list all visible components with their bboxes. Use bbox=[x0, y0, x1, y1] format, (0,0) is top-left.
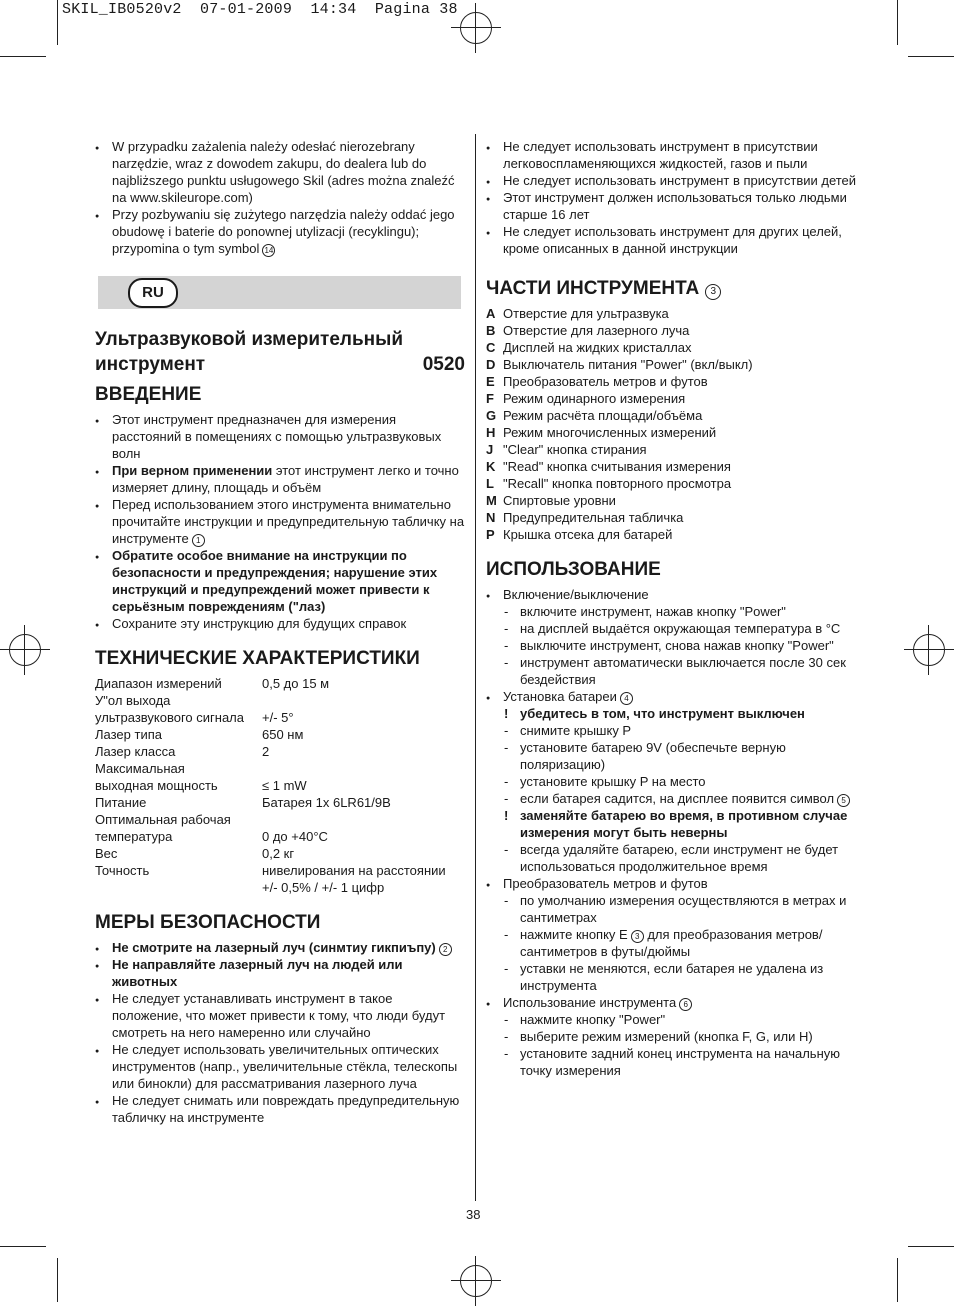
list-item: ● Перед использованием этого инструмента внимательно прочитайте инструкции и предупредительную табличку на инструменте 1 bbox=[95, 496, 465, 547]
list-item: ● Сохраните эту инструкцию для будущих справок bbox=[95, 615, 465, 632]
symbol-circle: 6 bbox=[679, 998, 692, 1011]
list-item: ● Не следует снимать или повреждать предупредительную табличку на инструменте bbox=[95, 1092, 465, 1126]
part-letter: L bbox=[486, 476, 494, 491]
safety-list-continued bbox=[486, 138, 861, 257]
part-letter: G bbox=[486, 408, 497, 423]
list-item: ● Установка батареи 4 bbox=[486, 688, 861, 705]
specs-table bbox=[95, 675, 465, 896]
product-title: Ультразвуковой измерительный инструмент 0520 bbox=[95, 329, 465, 375]
part-item bbox=[486, 322, 861, 339]
part-letter: J bbox=[486, 442, 494, 457]
spec-label: Оптимальная рабочая bbox=[95, 812, 231, 827]
spec-value: +/- 0,5% / +/- 1 цифр bbox=[262, 880, 385, 895]
sub-item: - установите задний конец инструмента на начальную точку измерения bbox=[486, 1045, 861, 1079]
part-text: "Recall" кнопка повторного просмотра bbox=[503, 476, 732, 491]
list-item: ● Этот инструмент должен использоваться только людьми старше 16 лет bbox=[486, 189, 861, 223]
symbol-circle: 3 bbox=[631, 930, 644, 943]
crop-mark bbox=[908, 56, 954, 57]
spec-value bbox=[262, 760, 465, 777]
sub-item: - выберите режим измерений (кнопка F, G, или H) bbox=[486, 1028, 861, 1045]
list-item: ● Не следует использовать инструмент в присутствии детей bbox=[486, 172, 861, 189]
right-column bbox=[486, 138, 861, 1079]
part-text: "Read" кнопка считывания измерения bbox=[503, 459, 731, 474]
language-badge: RU bbox=[128, 278, 178, 308]
part-letter: A bbox=[486, 306, 496, 321]
sub-item: - выключите инструмент, снова нажав кнопку "Power" bbox=[486, 637, 861, 654]
spec-label: ультразвукового сигнала bbox=[95, 710, 244, 725]
part-text: Дисплей на жидких кристаллах bbox=[503, 340, 692, 355]
crop-mark bbox=[897, 0, 898, 45]
registration-mark bbox=[9, 634, 41, 666]
list-item: ● Не следует использовать увеличительных оптических инструментов (напр., увеличительные стёкла, телескопы или бинокли) для рассматривания лазерного луча bbox=[95, 1041, 465, 1092]
list-item: ● Включение/выключение bbox=[486, 586, 861, 603]
warning-item: ! убедитесь в том, что инструмент выключен bbox=[486, 705, 861, 722]
column-divider bbox=[475, 134, 476, 1201]
spec-value: 0,2 кг bbox=[262, 846, 295, 861]
sub-item: - включите инструмент, нажав кнопку "Power" bbox=[486, 603, 861, 620]
file-header: SKIL_IB0520v2 07-01-2009 14:34 Pagina 38 bbox=[62, 1, 458, 18]
spec-value: ≤ 1 mW bbox=[262, 778, 307, 793]
symbol-circle: 3 bbox=[705, 284, 721, 300]
spec-label: У"ол выхода bbox=[95, 693, 171, 708]
list-item: ● Преобразователь метров и футов bbox=[486, 875, 861, 892]
registration-mark bbox=[913, 634, 945, 666]
sub-item: - на дисплей выдаётся окружающая температура в °C bbox=[486, 620, 861, 637]
parts-list bbox=[486, 305, 861, 543]
part-item bbox=[486, 441, 861, 458]
part-letter: F bbox=[486, 391, 494, 406]
parts-heading: ЧАСТИ ИНСТРУМЕНТА 3 bbox=[486, 277, 861, 301]
spec-value bbox=[262, 692, 465, 709]
crop-mark bbox=[0, 56, 46, 57]
use-list bbox=[486, 586, 861, 1079]
list-item: ● Обратите особое внимание на инструкции по безопасности и предупреждения; нарушение этих инструкций и предупреждений может привести к серьёзным повреждениям ("лаз) bbox=[95, 547, 465, 615]
part-letter: P bbox=[486, 527, 495, 542]
intro-heading: ВВЕДЕНИЕ bbox=[95, 384, 202, 405]
list-item: ● Не направляйте лазерный луч на людей или животных bbox=[95, 956, 465, 990]
part-letter: M bbox=[486, 493, 497, 508]
symbol-circle: 4 bbox=[620, 692, 633, 705]
safety-list bbox=[95, 939, 465, 1126]
sub-item: - инструмент автоматически выключается после 30 сек бездействия bbox=[486, 654, 861, 688]
part-item bbox=[486, 424, 861, 441]
list-item: ● Этот инструмент предназначен для измерения расстояний в помещениях с помощью ультразвуковых волн bbox=[95, 411, 465, 462]
spec-label: Максимальная bbox=[95, 761, 185, 776]
page-number: 38 bbox=[466, 1207, 481, 1222]
symbol-circle: 2 bbox=[439, 943, 452, 956]
sub-item: - если батарея садится, на дисплее появится символ 5 bbox=[486, 790, 861, 807]
part-text: Выключатель питания "Power" (вкл/выкл) bbox=[503, 357, 753, 372]
part-item bbox=[486, 373, 861, 390]
sub-item: - всегда удаляйте батарею, если инструмент не будет использоваться продолжительное время bbox=[486, 841, 861, 875]
use-heading: ИСПОЛЬЗОВАНИЕ bbox=[486, 559, 661, 580]
part-item bbox=[486, 339, 861, 356]
sub-item: - установите крышку P на место bbox=[486, 773, 861, 790]
part-letter: E bbox=[486, 374, 495, 389]
sub-item: - нажмите кнопку E 3 для преобразования метров/сантиметров в футы/дюймы bbox=[486, 926, 861, 960]
symbol-circle: 5 bbox=[837, 794, 850, 807]
spec-value: +/- 5° bbox=[262, 710, 294, 725]
left-column bbox=[95, 138, 465, 1126]
sub-item: - нажмите кнопку "Power" bbox=[486, 1011, 861, 1028]
spec-value: нивелирования на расстоянии bbox=[262, 863, 446, 878]
sub-item: - по умолчанию измерения осуществляются в метрах и сантиметрах bbox=[486, 892, 861, 926]
part-letter: D bbox=[486, 357, 496, 372]
spec-value: 2 bbox=[262, 744, 270, 759]
part-text: Режим многочисленных измерений bbox=[503, 425, 717, 440]
product-number: 0520 bbox=[422, 354, 465, 375]
part-letter: N bbox=[486, 510, 496, 525]
part-text: Режим одинарного измерения bbox=[503, 391, 686, 406]
part-text: Режим расчёта площади/объёма bbox=[503, 408, 703, 423]
part-item bbox=[486, 526, 861, 543]
symbol-circle: 1 bbox=[192, 534, 205, 547]
part-item bbox=[486, 305, 861, 322]
registration-mark bbox=[460, 12, 492, 44]
part-text: Спиртовые уровни bbox=[503, 493, 616, 508]
part-text: Предупредительная табличка bbox=[503, 510, 684, 525]
list-item: ● При верном применении этот инструмент легко и точно измеряет длину, площадь и объём bbox=[95, 462, 465, 496]
spec-label: Лазер типа bbox=[95, 727, 162, 742]
part-item bbox=[486, 407, 861, 424]
list-item: ● Использование инструмента 6 bbox=[486, 994, 861, 1011]
sub-item: - снимите крышку P bbox=[486, 722, 861, 739]
spec-value: 650 нм bbox=[262, 727, 304, 742]
list-item: ● Не следует использовать инструмент для других целей, кроме описанных в данной инструкции bbox=[486, 223, 861, 257]
part-letter: K bbox=[486, 459, 496, 474]
list-item: ● W przypadku zażalenia należy odesłać nierozebrany narzędzie, wraz z dowodem zakupu, do dealera lub do najbliższego punktu usługowego Skil (adres można znaleźć na www.skileurope.com) bbox=[95, 138, 465, 206]
part-text: Преобразователь метров и футов bbox=[503, 374, 708, 389]
list-item: ● Przy pozbywaniu się zużytego narzędzia należy oddać jego obudowę i baterie do ponownej utylizacji (recyklingu); przypomina o tym symbol 14 bbox=[95, 206, 465, 257]
list-item: ● Не следует устанавливать инструмент в такое положение, что может привести к тому, что люди будут смотреть на него намеренно или случайно bbox=[95, 990, 465, 1041]
spec-value bbox=[262, 811, 465, 828]
part-item bbox=[486, 356, 861, 373]
part-text: Крышка отсека для батарей bbox=[503, 527, 673, 542]
spec-label: Лазер класса bbox=[95, 744, 176, 759]
part-item bbox=[486, 509, 861, 526]
crop-mark bbox=[897, 1258, 898, 1302]
spec-value: Батарея 1x 6LR61/9B bbox=[262, 795, 391, 810]
crop-mark bbox=[57, 1258, 58, 1302]
spec-label: Диапазон измерений bbox=[95, 676, 222, 691]
part-item bbox=[486, 475, 861, 492]
part-item bbox=[486, 458, 861, 475]
part-letter: B bbox=[486, 323, 496, 338]
sub-item: - уставки не меняются, если батарея не удалена из инструмента bbox=[486, 960, 861, 994]
spec-label: выходная мощность bbox=[95, 778, 218, 793]
sub-item: - установите батарею 9V (обеспечьте верную поляризацию) bbox=[486, 739, 861, 773]
part-letter: H bbox=[486, 425, 496, 440]
crop-mark bbox=[0, 1246, 46, 1247]
crop-mark bbox=[908, 1246, 954, 1247]
crop-mark bbox=[57, 0, 58, 45]
polish-list bbox=[95, 138, 465, 257]
specs-heading: ТЕХНИЧЕСКИЕ ХАРАКТЕРИСТИКИ bbox=[95, 648, 420, 669]
spec-value: 0 до +40°C bbox=[262, 829, 328, 844]
spec-label bbox=[95, 879, 262, 896]
part-item bbox=[486, 390, 861, 407]
part-text: Отверстие для лазерного луча bbox=[503, 323, 690, 338]
spec-label: Точность bbox=[95, 863, 150, 878]
spec-label: Питание bbox=[95, 795, 147, 810]
spec-label: температура bbox=[95, 829, 173, 844]
symbol-circle: 14 bbox=[262, 244, 275, 257]
registration-mark bbox=[460, 1265, 492, 1297]
part-letter: C bbox=[486, 340, 496, 355]
part-text: Отверстие для ультразвука bbox=[503, 306, 669, 321]
part-text: "Clear" кнопка стирания bbox=[503, 442, 647, 457]
list-item: ● Не смотрите на лазерный луч (синмтиу гикпиъпу) 2 bbox=[95, 939, 465, 956]
intro-list bbox=[95, 411, 465, 632]
spec-label: Вес bbox=[95, 846, 118, 861]
spec-value: 0,5 до 15 м bbox=[262, 676, 330, 691]
safety-heading: МЕРЫ БЕЗОПАСНОСТИ bbox=[95, 912, 321, 933]
warning-item: ! заменяйте батарею во время, в противном случае измерения могут быть неверны bbox=[486, 807, 861, 841]
part-item bbox=[486, 492, 861, 509]
list-item: ● Не следует использовать инструмент в присутствии легковоспламеняющихся жидкостей, газов и пыли bbox=[486, 138, 861, 172]
